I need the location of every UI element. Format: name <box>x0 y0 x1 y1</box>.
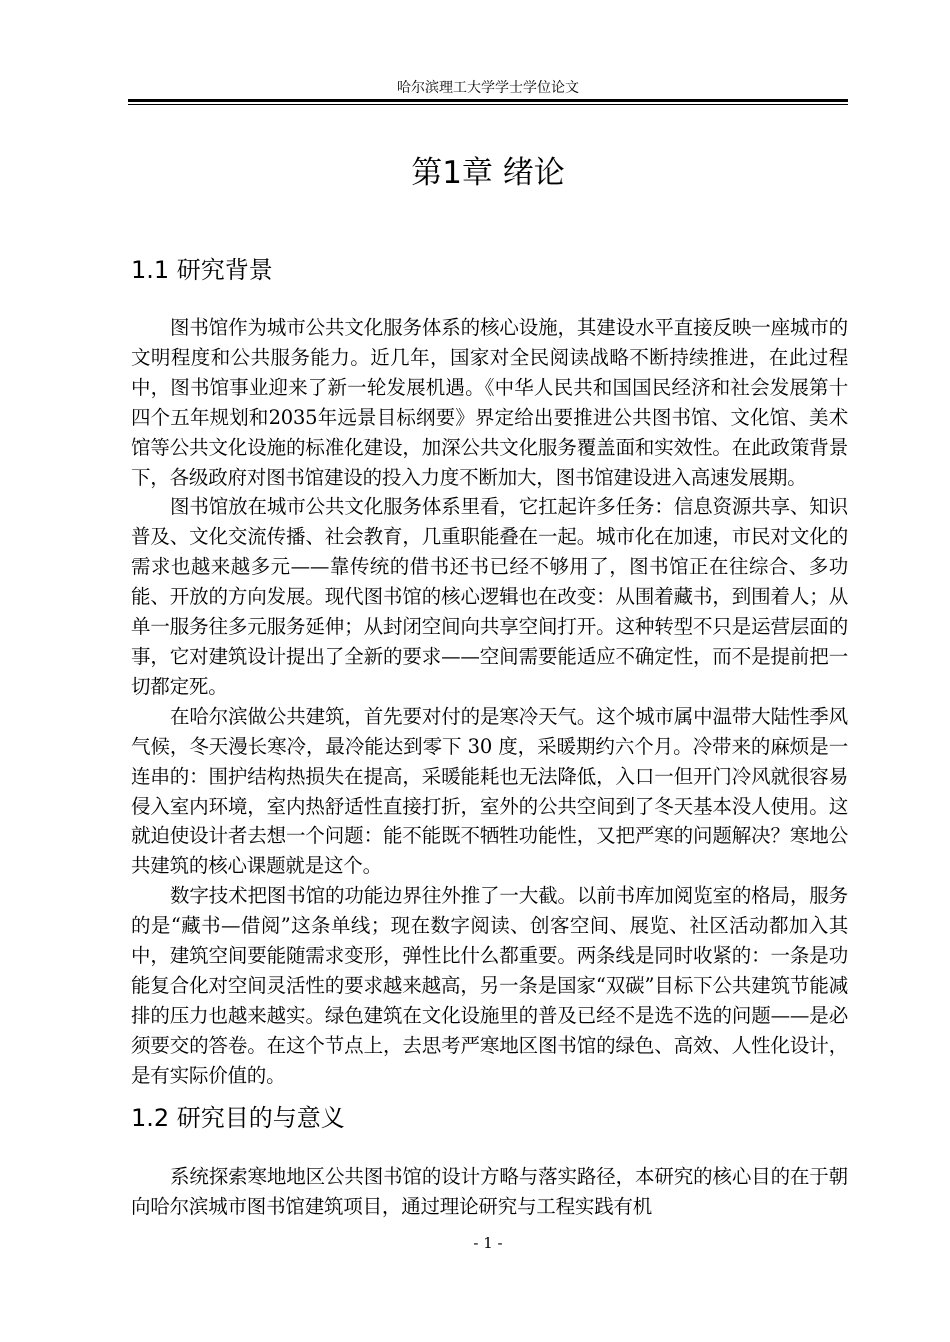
running-header: 哈尔滨理工大学学士学位论文 <box>397 80 579 96</box>
header-rule-thin <box>128 104 848 105</box>
section-1-2-body <box>131 1162 848 1222</box>
paragraph: 图书馆放在城市公共文化服务体系里看，它扛起许多任务：信息资源共享、知识普及、文化交流传播、社会教育，几重职能叠在一起。城市化在加速，市民对文化的需求也越来越多元——靠传统的借书还书已经不够用了，图书馆正在往综合、多功能、开放的方向发展。现代图书馆的核心逻辑也在改变：从围着藏书，到围着人；从单一服务往多元服务延伸；从封闭空间向共享空间打开。这种转型不只是运营层面的事，它对建筑设计提出了全新的要求——空间需要能适应不确定性，而不是提前把一切都定死。 <box>131 495 848 698</box>
paragraph: 在哈尔滨做公共建筑，首先要对付的是寒冷天气。这个城市属中温带大陆性季风气候，冬天漫长寒冷，最冷能达到零下 30 度，采暖期约六个月。冷带来的麻烦是一连串的：围护结构热损失在提高，采暖能耗也无法降低，入口一但开门冷风就很容易侵入室内环境，室内热舒适性直接打折，室外的公共空间到了冬天基本没人使用。这就迫使设计者去想一个问题：能不能既不牺牲功能性，又把严寒的问题解决？寒地公共建筑的核心课题就是这个。 <box>131 704 848 878</box>
section-heading-1-2: 1.2 研究目的与意义 <box>131 1104 345 1132</box>
paragraph: 系统探索寒地地区公共图书馆的设计方略与落实路径，本研究的核心目的在于朝向哈尔滨城市图书馆建筑项目，通过理论研究与工程实践有机 <box>131 1165 848 1218</box>
header-rule-thick <box>128 99 848 102</box>
page-number: - 1 - <box>473 1234 503 1252</box>
section-1-1-body <box>131 313 848 1091</box>
paragraph: 数字技术把图书馆的功能边界往外推了一大截。以前书库加阅览室的格局，服务的是“藏书—借阅”这条单线；现在数字阅读、创客空间、展览、社区活动都加入其中，建筑空间要能随需求变形，弹性比什么都重要。两条线是同时收紧的：一条是功能复合化对空间灵活性的要求越来越高，另一条是国家“双碳”目标下公共建筑节能减排的压力也越来越实。绿色建筑在文化设施里的普及已经不是选不选的问题——是必须要交的答卷。在这个节点上，去思考严寒地区图书馆的绿色、高效、人性化设计，是有实际价值的。 <box>131 884 848 1087</box>
chapter-title: 第1章 绪论 <box>411 155 565 191</box>
section-heading-1-1: 1.1 研究背景 <box>131 256 273 284</box>
paragraph: 图书馆作为城市公共文化服务体系的核心设施，其建设水平直接反映一座城市的文明程度和公共服务能力。近几年，国家对全民阅读战略不断持续推进，在此过程中，图书馆事业迎来了新一轮发展机遇。《中华人民共和国国民经济和社会发展第十四个五年规划和2035年远景目标纲要》界定给出要推进公共图书馆、文化馆、美术馆等公共文化设施的标准化建设，加深公共文化服务覆盖面和实效性。在此政策背景下，各级政府对图书馆建设的投入力度不断加大，图书馆建设进入高速发展期。 <box>131 316 848 489</box>
